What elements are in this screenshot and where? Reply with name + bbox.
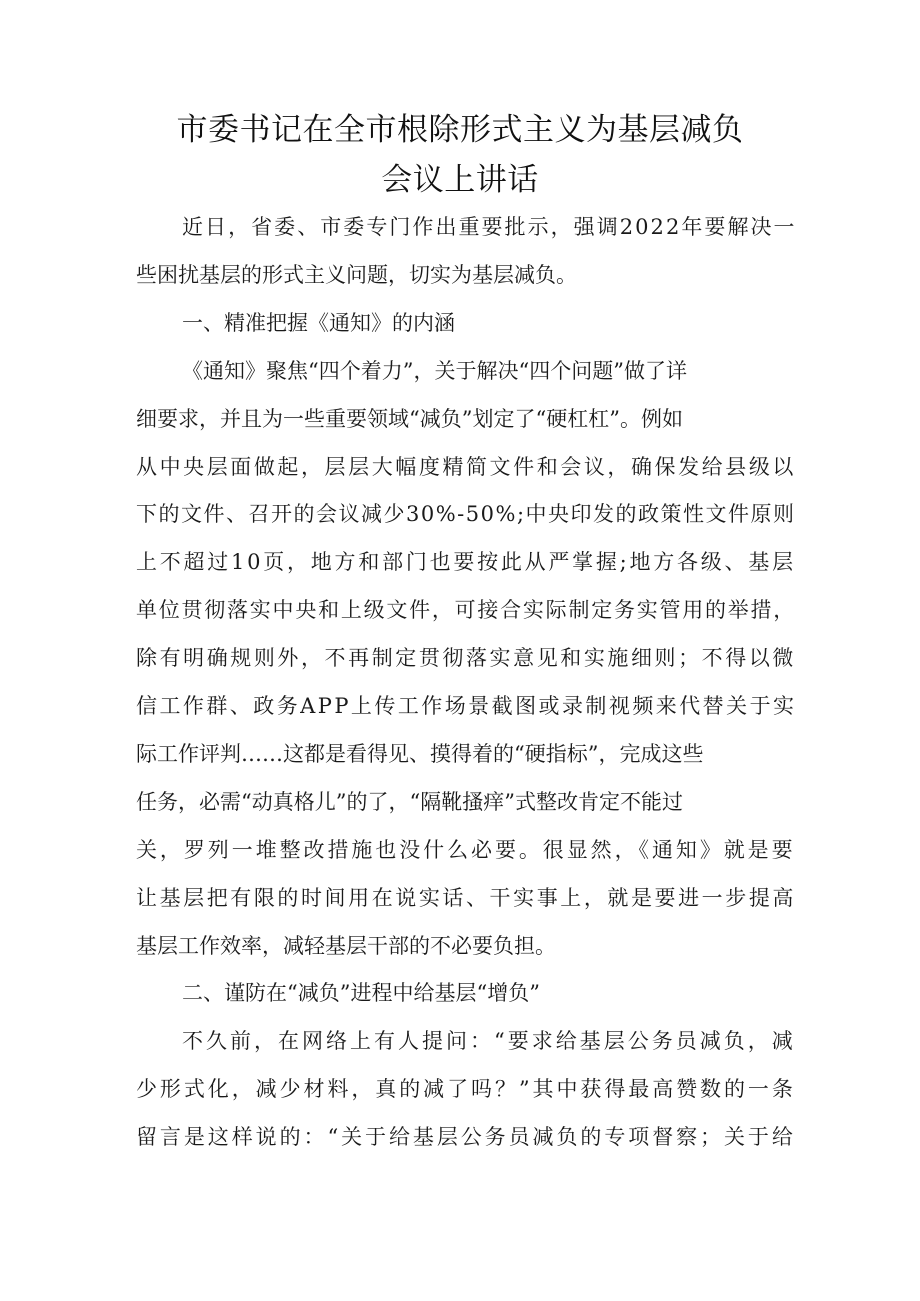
document-title-line-2: 会议上讲话 <box>381 162 539 198</box>
body-line: 单位贯彻落实中央和上级文件，可接合实际制定务实管用的举措， <box>136 598 797 623</box>
body-line: 不久前，在网络上有人提问：“要求给基层公务员减负，减 <box>182 1029 796 1054</box>
body-line: 些困扰基层的形式主义问题，切实为基层减负。 <box>136 262 577 287</box>
body-line: 下的文件、召开的会议减少30%-50%;中央印发的政策性文件原则 <box>136 502 796 527</box>
body-line: 让基层把有限的时间用在说实话、干实事上，就是要进一步提高 <box>136 885 796 910</box>
body-line: 少形式化，减少材料，真的减了吗？”其中获得最高赞数的一条 <box>136 1077 796 1102</box>
document-title-line-1: 市委书记在全市根除形式主义为基层减负 <box>176 112 744 148</box>
body-line: 近日，省委、市委专门作出重要批示，强调2022年要解决一 <box>182 215 797 239</box>
body-line: 二、谨防在“减负”进程中给基层“增负” <box>182 981 540 1006</box>
body-line: 上不超过10页，地方和部门也要按此从严掌握;地方各级、基层 <box>136 550 796 575</box>
body-line: 从中央层面做起，层层大幅度精简文件和会议，确保发给县级以 <box>136 454 796 479</box>
body-line: 一、精准把握《通知》的内涵 <box>182 310 455 335</box>
body-line: 《通知》聚焦“四个着力”，关于解决“四个问题”做了详 <box>182 358 687 383</box>
body-line: 留言是这样说的：“关于给基层公务员减负的专项督察；关于给 <box>136 1125 796 1150</box>
body-line: 细要求，并且为一些重要领域“减负”划定了“硬杠杠”。例如 <box>136 406 683 431</box>
body-line: 任务，必需“动真格儿”的了，“隔靴搔痒”式整改肯定不能过 <box>136 789 683 814</box>
body-line: 除有明确规则外，不再制定贯彻落实意见和实施细则；不得以微 <box>136 646 796 671</box>
body-line: 际工作评判……这都是看得见、摸得着的“硬指标”，完成这些 <box>136 741 704 766</box>
body-line: 关，罗列一堆整改措施也没什么必要。很显然，《通知》就是要 <box>136 837 796 862</box>
body-line: 基层工作效率，减轻基层干部的不必要负担。 <box>136 933 556 958</box>
body-line: 信工作群、政务APP上传工作场景截图或录制视频来代替关于实 <box>136 694 797 718</box>
